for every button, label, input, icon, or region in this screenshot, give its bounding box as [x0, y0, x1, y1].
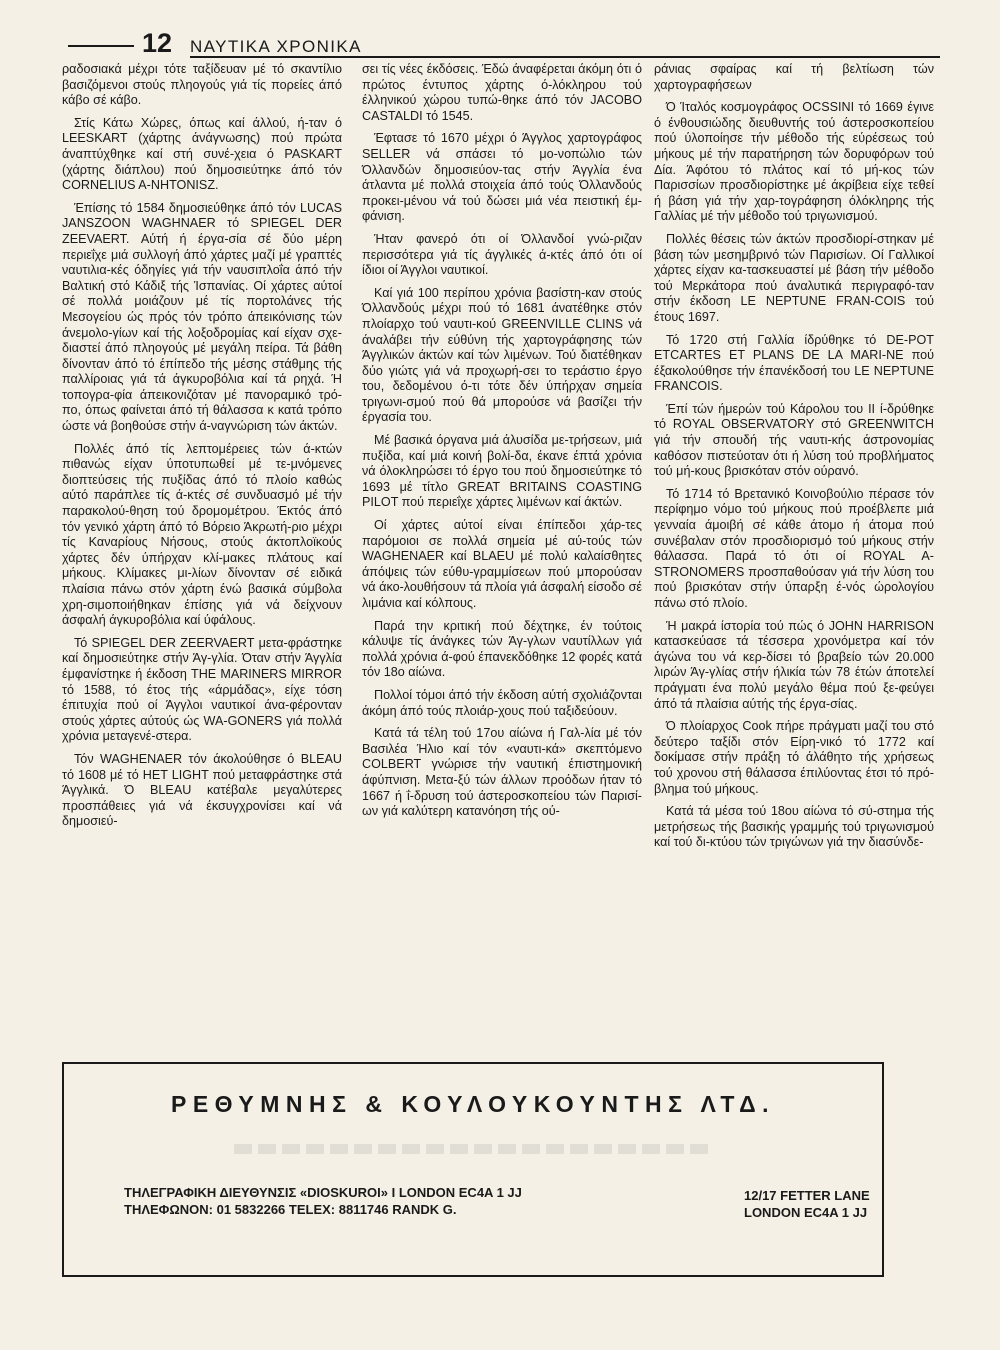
paragraph: Πολλές άπό τίς λεπτομέρειες τών ά-κτών πιθανώς είχαν ύποτυπωθεί μέ τε-μνόμενες διοπτεύσεις τής πυξίδας άπό τό πλοίο καθώς αύτό παράπλεε τίς ά-κτές σέ συνδυασμό μέ τήν παρακολού-θηση τού δρομομέτρου. Έκτός άπό τόν γενικό χάρτη άπό τό Βόρειο Άκρωτή-ριο μέχρι τίς Καναρίους Νήσους, στούς άκτοπλοϊκούς χάρτες δέν ύπήρχαν κλί-μακες πλάτους καί μήκους. Κλίμακες μι-λίων δίνονταν σέ ειδικά πλαίσια πάνω στόν χάρτη ένώ βασικά σύμβολα χρη-σιμοποιήθηκαν έπίσης γιά νά δείχνουν άσφαλή άγκυροβόλια καί ύφάλους.	[62, 441, 342, 628]
paragraph: Κατά τά τέλη τού 17ου αίώνα ή Γαλ-λία μέ τόν Βασιλέα Ήλιο καί τόν «ναυτι-κά» σκεπτόμενο COLBERT γνώρισε τήν ναυτική έπιστημονική άφύπνιση. Μετα-ξύ τών άλλων προόδων ήταν τό 1667 ή ΐ-δρυση τού άστεροσκοπείου τών Παρισί-ων γιά καλύτερη κατανόηση τής ού-	[362, 726, 642, 819]
paragraph: Ή μακρά ίστορία τού πώς ό JOHN HARRISON κατασκεύασε τά τέσσερα χρονόμετρα καί τόν άγώνα του νά κερ-δίσει τό βραβείο τών 20.000 λιρών Άγ-γλίας στήν ήλικία τών 78 έτών άποτελεί πράγματι ένα πολύ μεγάλο θέμα πού ξε-φεύγει άπό τά πλαίσια αύτής τής έργα-σίας.	[654, 618, 934, 711]
paragraph: Τό 1720 στή Γαλλία ίδρύθηκε τό DE-POT ETCARTES ET PLANS DE LA MARI-NE πού έξακολούθησε τήν έπανέκδοσή του LE NEPTUNE FRANCOIS.	[654, 332, 934, 394]
paragraph: Πολλοί τόμοι άπό τήν έκδοση αύτή σχολιάζονται άκόμη άπό τούς πλοιάρ-χους πού ταξιδεύουν.	[362, 687, 642, 718]
article-columns	[62, 62, 940, 1062]
paragraph: Τόν WAGHENAER τόν άκολούθησε ό BLEAU τό 1608 μέ τό HET LIGHT πού μεταφράστηκε στά Άγγλικά. Ό BLEAU κατέβαλε μεγαλύτερες προσπάθειες γιά νά έκσυγχρονίσει καί νά δημοσιεύ-	[62, 751, 342, 829]
ad-address-line2: LONDON EC4A 1 JJ	[744, 1205, 868, 1220]
ad-address-line1: 12/17 FETTER LANE	[744, 1188, 870, 1203]
paragraph: Τό 1714 τό Βρετανικό Κοινοβούλιο πέρασε τόν περίφημο νόμο τού μήκους πού προέβλεπε μιά γενναία άμοιβή σέ κάθε άτομο ή άτομα πού συνέβαλαν στόν προσδιορισμό τού μήκους στήν θάλασσα. Παρά τό ότι οί ROYAL A-STRONOMERS προσπαθούσαν γιά τήν λύση του πού βρισκόταν στήν ύπαρξη έ-νός ώρολογίου πάνω στό πλοίο.	[654, 486, 934, 610]
header-rule-left	[68, 45, 134, 47]
paragraph: Πολλές θέσεις τών άκτών προσδιορί-στηκαν μέ βάση τών μεσημβρινό τών Παρισίων. Οί Γαλλικοί χάρτες είχαν κα-τασκευαστεί μέ βάση τήν μέθοδο τού Μερκάτορα πού άναλυτικά περιγραφό-ταν στήν έκδοση LE NEPTUNE FRAN-COIS τού έτους 1697.	[654, 231, 934, 324]
column-3	[654, 62, 934, 858]
page-number: 12	[142, 28, 173, 58]
page-header	[62, 28, 942, 64]
advertisement-box	[62, 1062, 884, 1277]
ad-address	[744, 1187, 870, 1221]
column-1	[62, 62, 342, 837]
paragraph: σει τίς νέες έκδόσεις. Έδώ άναφέρεται άκόμη ότι ό πρώτος έντυπος χάρτης ό-λόκληρου τού έλληνικού χώρου τυπώ-θηκε άπό τόν JACOBO CASTALDI τό 1545.	[362, 62, 642, 123]
paragraph: ράνιας σφαίρας καί τή βελτίωση τών χαρτογραφήσεων	[654, 62, 934, 92]
paragraph: Ό πλοίαρχος Cook πήρε πράγματι μαζί του στό δεύτερο ταξίδι στόν Είρη-νικό τό 1772 καί δοκίμασε στήν πράξη τό άλάθητο τής χρήσεως τού χρονου στή θάλασσα έπιλύοντας έτσι τό πρό-βλημα τού μήκους.	[654, 719, 934, 796]
ad-contact-left	[124, 1184, 522, 1218]
paragraph: Ό Ίταλός κοσμογράφος OCSSINI τό 1669 έγινε ό ένθουσιώδης διευθυντής τού άστεροσκοπείου πού ύλοποίησε τήν μέθοδο τής εύρέσεως τού μήκους μέ τήν παρατήρηση τών δορυφόρων τού Δία. Άφότου τό πλάτος καί τό μή-κος τών Παρισσίων προσδιορίστηκε μέ άκρίβεια είχε τεθεί ή βάση γιά τήν χαρ-τογράφηση όλόκληρης τής Γαλλίας μέ τήν μέθοδο τού τριγωνισμού.	[654, 100, 934, 224]
column-2	[362, 62, 642, 827]
paragraph: Ήταν φανερό ότι οί Όλλανδοί γνώ-ριζαν περισσότερα γιά τίς άγγλικές ά-κτές άπό ότι οί ίδιοι οί Άγγλοι ναυτικοί.	[362, 231, 642, 278]
paragraph: Κατά τά μέσα τού 18ου αίώνα τό σύ-στημα τής μετρήσεως τής βασικής γραμμής τού τριγωνισμού καί τού δι-κτύου τών τριγώνων γιά την διασύνδε-	[654, 804, 934, 850]
ad-company-name: ΡΕΘΥΜΝΗΣ & ΚΟΥΛΟΥΚΟΥΝΤΗΣ ΛΤΔ.	[170, 1091, 776, 1117]
paragraph: Καί γιά 100 περίπου χρόνια βασίστη-καν στούς Όλλανδούς μέχρι πού τό 1681 άνατέθηκε στόν πλοίαρχο τού ναυτι-κού GREENVILLE CLINS νά άναλάβει τήν εύθύνη τής χαρτογράφησης τών Άγγλικών άκτών καί τών λιμένων. Τού διατέθηκαν δύο γιώτς γιά νά προχωρή-σει το τεράστιο έργο του, δεδομένου ό-τι τότε δέν ύπήρχαν σημεία τριγωνι-σμού πού θά μπορούσε νά βασίζει τήν έργασία του.	[362, 285, 642, 425]
ad-telephone: ΤΗΛΕΦΩΝΟΝ: 01 5832266 TELEX: 8811746 RANDK G.	[124, 1202, 457, 1217]
publication-title: ΝΑΥΤΙΚΑ ΧΡΟΝΙΚΑ	[190, 37, 362, 56]
paragraph: Στίς Κάτω Χώρες, όπως καί άλλού, ή-ταν ό LEESKART (χάρτης άνάγνωσης) πού πρώτα άναπτύχθηκε καί στή συνέ-χεια ό PASKART (χάρτης διάπλου) πού δημοσιεύτηκε άπό τόν CORNELIUS A-NHTONISZ.	[62, 115, 342, 193]
paragraph: Έπίσης τό 1584 δημοσιεύθηκε άπό τόν LUCAS JANSZOON WAGHNAER τό SPIEGEL DER ZEEVAERT. Αύτή ή έργα-σία σέ δύο μέρη περιεΐχε μιά συλλογή άπό χάρτες μαζί μέ γραπτές ναυτιλια-κές όδηγίες γιά τήν ναυσιπλοΐα άπό τήν Βαλτική στό Κάδιξ τής Ίσπανίας. Οί χάρτες αύτοί σέ πολλά μοιάζουν μέ τίς πορτολάνες τής Μεσογείου ώς πρός τόν τρόπο άπεικόνισης τών άνεμολο-γίων καί τής λοξοδρομίας καί είχαν σχε-διαστεί άπό πληογούς μέ μεγάλη πείρα. Τά βάθη δίνονταν άπό τό έπίπεδο τής μέσης στάθμης τής παλλίροιας γιά τά άγκυροβόλια καί τά ρηχά. Ή τοπογρα-φία άπεικονιζόταν μέ πανοραμικό τρό-πο, όπως φαίνεται άπό τή θάλασσα κ κατά τρόπο ώστε νά βοηθούσε στήν ά-ναγνώριση τών άκτών.	[62, 200, 342, 434]
paragraph: Τό SPIEGEL DER ZEERVAERT μετα-φράστηκε καί δημοσιεύτηκε στήν Άγ-γλία. Όταν στήν Άγγλία έμφανίστηκε ή έκδοση THE MARINERS MIRROR τό 1588, τό έτος τής «άρμάδας», είχε τόση έπιτυχία πού οί Άγγλοι ναυτικοί άνα-φέρονταν στούς χάρτες αύτούς ώς WA-GONERS γιά πολλά χρόνια μεταγενέ-στερα.	[62, 635, 342, 744]
ad-telegraphic: ΤΗΛΕΓΡΑΦΙΚΗ ΔΙΕΥΘΥΝΣΙΣ «DIOSKUROI» Ι LONDON EC4A 1 JJ	[124, 1185, 522, 1200]
paragraph: ραδοσιακά μέχρι τότε ταξίδευαν μέ τό σκαντίλιο βασιζόμενοι στούς πληογούς γιά τίς πορείες άπό κάβο σέ κάβο.	[62, 62, 342, 108]
paragraph: Παρά την κριτική πού δέχτηκε, έν τούτοις κάλυψε τίς άνάγκες τών Άγ-γλων ναυτίλλων γιά πολλά χρόνια ά-φού έπανεκδόθηκε 12 φορές κατά τόν 18ο αίώνα.	[362, 618, 642, 680]
paragraph: Μέ βασικά όργανα μιά άλυσίδα με-τρήσεων, μιά πυξίδα, καί μιά κοινή βολί-δα, έκανε έπτά χρόνια νά όλοκληρώσει τό έργο του πού δημοσιεύτηκε τό 1693 μέ τίτλο GREAT BRITAINS COASTING PILOT πού περιεΐχε χάρτες λιμένων καί άκτών.	[362, 433, 642, 510]
paragraph: Έφτασε τό 1670 μέχρι ό Άγγλος χαρτογράφος SELLER νά σπάσει τό μο-νοπώλιο τών Όλλανδών δημοσιεύον-τας στήν Άγγλία ένα άτλαντα μέ πολλά στοιχεία άπό τούς Όλλανδούς προκει-μένου νά τού δώσει μιά νέα πειστική έμ-φάνιση.	[362, 131, 642, 224]
ad-faded-line	[234, 1144, 714, 1154]
paragraph: Οί χάρτες αύτοί είναι έπίπεδοι χάρ-τες παρόμοιοι σε πολλά σημεία μέ αύ-τούς τών WAGHENAER καί BLAEU μέ πολύ καλαίσθητες άπόψεις τών εύθυ-γραμμίσεων πού μπορούσαν νά άκο-λουθήσουν τά πλοία γιά άσφαλή είσοδο σέ λιμάνια καί κόλπους.	[362, 518, 642, 610]
header-rule-right	[190, 56, 940, 58]
paragraph: Έπί τών ήμερών τού Κάρολου του II ί-δρύθηκε τό ROYAL OBSERVATORY στό GREENWITCH γιά τήν σπουδή τής ναυτι-κής άστρονομίας καθόσον πιστεύοταν ότι ή λύση τού προβλήματος τού μή-κους βρισκόταν στόν ούρανό.	[654, 401, 934, 479]
